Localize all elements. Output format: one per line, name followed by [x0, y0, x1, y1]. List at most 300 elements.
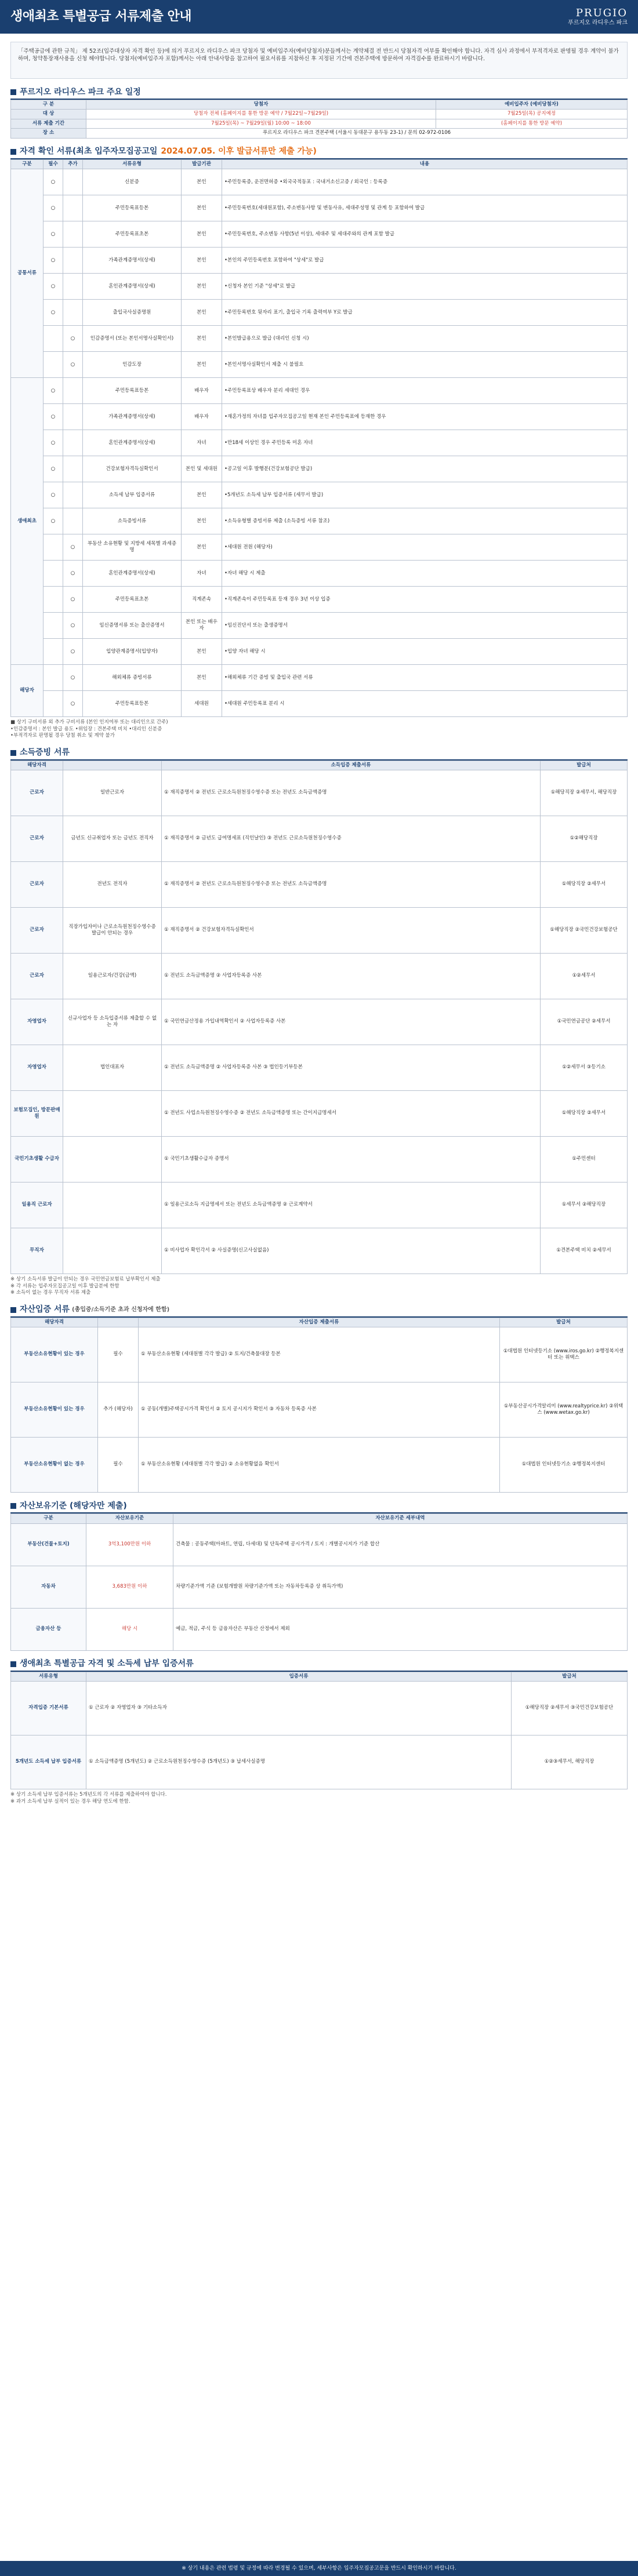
- page-header: [0, 0, 638, 34]
- required-documents: ① 전년도 소득금액증명 ② 사업자등록증 사본 ③ 법인등기부등본: [162, 1045, 541, 1091]
- square-icon: [10, 1503, 16, 1509]
- column-header: 구분: [11, 159, 44, 169]
- column-header: 자산보유기준 세부내역: [173, 1514, 628, 1523]
- document-detail: •공고일 이후 발행분(건강보험공단 발급): [222, 456, 628, 482]
- required-documents: ① 국민기초생활수급자 증명서: [162, 1137, 541, 1183]
- required-mark: [44, 613, 63, 639]
- column-header: 서류유형: [83, 159, 182, 169]
- issuer: 본인: [182, 508, 222, 534]
- table-row: [11, 248, 628, 274]
- group-label: 공통서류: [11, 169, 44, 378]
- asset-category: 부동산(건물+토지): [11, 1523, 86, 1566]
- required-mark: ○: [44, 456, 63, 482]
- additional-mark: [63, 169, 83, 195]
- issuer: 본인 및 세대원: [182, 456, 222, 482]
- table-cell: 7월25일(목) 공지예정: [436, 110, 628, 119]
- issuer: ①②해당직장: [541, 816, 628, 862]
- requirement-level: 필수: [98, 1438, 139, 1493]
- required-mark: ○: [44, 221, 63, 248]
- column-header: 필수: [44, 159, 63, 169]
- required-mark: ○: [44, 248, 63, 274]
- table-row: [11, 954, 628, 999]
- table-row: [11, 665, 628, 691]
- schedule-title: [10, 86, 628, 100]
- document-detail: •본인의 주민등록번호 포함하여 "상세"로 발급: [222, 248, 628, 274]
- table-row: [11, 1137, 628, 1183]
- asset-standard-table: [10, 1513, 628, 1650]
- table-row: [11, 1382, 628, 1438]
- issuer: 배우자: [182, 378, 222, 404]
- schedule-title-text: 푸르지오 라디우스 파크 주요 일정: [20, 87, 141, 97]
- group-label: 생애최초: [11, 378, 44, 665]
- table-cell: 7월25일(목) ~ 7월29일(월) 10:00 ~ 18:00: [86, 119, 436, 128]
- required-mark: ○: [44, 169, 63, 195]
- additional-mark: [63, 430, 83, 456]
- document-detail: •만18세 이상인 경우 주민등록 미혼 자녀: [222, 430, 628, 456]
- table-row: [11, 430, 628, 456]
- column-header: 예비입주자 (예비당첨자): [436, 100, 628, 110]
- required-documents: ① 국민연금산정용 가입내역확인서 ② 사업자등록증 사본: [162, 999, 541, 1045]
- additional-mark: ○: [63, 534, 83, 561]
- table-row: [11, 456, 628, 482]
- issuer: 직계존속: [182, 587, 222, 613]
- requirement-level: 필수: [98, 1327, 139, 1382]
- document-type: 가족관계증명서(상세): [83, 248, 182, 274]
- table-row: [11, 1183, 628, 1228]
- table-row: [11, 1091, 628, 1137]
- issuer: ①②세무서 ③등기소: [541, 1045, 628, 1091]
- table-row: [11, 1327, 628, 1382]
- table-row: [11, 326, 628, 352]
- column-header: 발급처: [512, 1672, 628, 1681]
- document-detail: •재혼가정의 자녀를 입주자모집공고일 현재 본인 주민등록표에 등재한 경우: [222, 404, 628, 430]
- issuer: 본인: [182, 482, 222, 508]
- table-row: [11, 1566, 628, 1608]
- document-type: 임신증명서류 또는 출산증명서: [83, 613, 182, 639]
- final-title: [10, 1658, 628, 1672]
- column-header: 해당자격: [11, 1318, 98, 1327]
- additional-mark: ○: [63, 352, 83, 378]
- issuer: 자녀: [182, 561, 222, 587]
- table-row: [11, 300, 628, 326]
- qualification-subtype: 일반근로자: [63, 770, 162, 816]
- additional-mark: ○: [63, 561, 83, 587]
- document-type: 주민등록표등본: [83, 378, 182, 404]
- note-line: ※ 상기 소득세 납부 입증서류는 5개년도의 각 서류를 제출하여야 합니다.: [10, 1792, 167, 1798]
- qualification-subtype: [63, 1228, 162, 1274]
- asset-title: [10, 1304, 628, 1318]
- issuer: 자녀: [182, 430, 222, 456]
- square-icon: [10, 89, 16, 95]
- issuer: 배우자: [182, 404, 222, 430]
- table-row: [11, 129, 628, 138]
- qualification-subtype: 법인대표자: [63, 1045, 162, 1091]
- document-type: 부동산 소유현황 및 지방세 세목별 과세증명: [83, 534, 182, 561]
- note-line: ※ 각 서류는 입주자모집공고일 이후 발급분에 한함: [10, 1283, 119, 1289]
- document-detail: •자녀 해당 시 제출: [222, 561, 628, 587]
- column-header: 자산보유기준: [86, 1514, 173, 1523]
- issuer: 본인: [182, 352, 222, 378]
- table-row: [11, 1608, 628, 1650]
- table-row: [11, 110, 628, 119]
- required-mark: [44, 534, 63, 561]
- additional-mark: ○: [63, 587, 83, 613]
- required-documents: ① 전년도 소득금액증명 ② 사업자등록증 사본: [162, 954, 541, 999]
- additional-mark: [63, 221, 83, 248]
- document-category: 자격입증 기본서류: [11, 1682, 86, 1735]
- table-cell: (홈페이지를 통한 방문 예약): [436, 119, 628, 128]
- issuer: ①②세무서: [541, 954, 628, 999]
- qualification-subtype: 직장가입자이나 근로소득원천징수영수증 발급이 안되는 경우: [63, 908, 162, 954]
- qualification-label: 부동산소유현황이 없는 경우: [11, 1438, 98, 1493]
- document-type: 해외체류 증빙서류: [83, 665, 182, 691]
- page-footer: ※ 상기 내용은 관련 법령 및 규정에 따라 변경될 수 있으며, 세부사항은 입주자모집공고문을 반드시 확인하시기 바랍니다.: [0, 2561, 638, 2576]
- asset-limit: 3억3,100만원 이하: [86, 1523, 173, 1566]
- table-row: [11, 508, 628, 534]
- document-detail: •신청자 본인 기준 "상세"로 발급: [222, 274, 628, 300]
- row-label: 서류 제출 기간: [11, 119, 86, 128]
- asset-category: 금융자산 등: [11, 1608, 86, 1650]
- column-header: 해당자격: [11, 761, 63, 770]
- issuer: ①국민연금공단 ②세무서: [541, 999, 628, 1045]
- document-type: 출입국사실증명원: [83, 300, 182, 326]
- square-icon: [10, 750, 16, 756]
- note-line: ■ 상기 구비서류 외 추가 구비서류 (본인 인지여부 또는 대리인으로 간주): [10, 719, 168, 726]
- table-row: [11, 378, 628, 404]
- square-icon: [10, 149, 16, 155]
- asset-subtitle: (총입증/소득기준 초과 신청자에 한함): [72, 1306, 170, 1313]
- additional-mark: [63, 274, 83, 300]
- document-type: 가족관계증명서(상세): [83, 404, 182, 430]
- final-notes: [10, 1792, 628, 1805]
- document-type: 혼인관계증명서(상세): [83, 274, 182, 300]
- issuer: 본인: [182, 326, 222, 352]
- required-documents: ① 부동산소유현황 (세대원별 각각 발급) ② 토지/건축물대장 등본: [139, 1327, 500, 1382]
- group-label: 해당자: [11, 665, 44, 717]
- final-title-text: 생애최초 특별공급 자격 및 소득세 납부 입증서류: [20, 1659, 194, 1669]
- qualification-subtype: 일용근로자/건강(금액): [63, 954, 162, 999]
- document-type: 주민등록표초본: [83, 587, 182, 613]
- qualification-table: [10, 159, 628, 717]
- issuer: ①해당직장 ②세무서: [541, 1091, 628, 1137]
- asset-standard-title-text: 자산보유기준 (해당자만 제출): [20, 1501, 127, 1511]
- document-detail: •주민등록표상 배우자 분리 세대인 경우: [222, 378, 628, 404]
- note-line: ※ 과거 소득세 납부 실적이 있는 경우 해당 연도에 한함.: [10, 1798, 130, 1804]
- qualification-label: 근로자: [11, 862, 63, 908]
- row-label: 장 소: [11, 129, 86, 138]
- document-type: 입양관계증명서(입양자): [83, 639, 182, 665]
- brand-subtitle: 푸르지오 라디우스 파크: [568, 19, 628, 26]
- additional-mark: [63, 508, 83, 534]
- qualification-subtype: 금년도 신규취업자 또는 금년도 전직자: [63, 816, 162, 862]
- document-detail: •세대원 전원 (해당자): [222, 534, 628, 561]
- issuer: 본인 또는 배우자: [182, 613, 222, 639]
- document-type: 인감도장: [83, 352, 182, 378]
- column-header: 입증서류: [86, 1672, 512, 1681]
- document-type: 신분증: [83, 169, 182, 195]
- issuer: 본인: [182, 300, 222, 326]
- additional-mark: [63, 404, 83, 430]
- table-row: [11, 1682, 628, 1735]
- additional-mark: ○: [63, 326, 83, 352]
- required-mark: ○: [44, 482, 63, 508]
- qualification-label: 근로자: [11, 816, 63, 862]
- table-row: [11, 534, 628, 561]
- issuer: 본인: [182, 639, 222, 665]
- required-mark: ○: [44, 508, 63, 534]
- issuer: ①세무서 ②해당직장: [541, 1183, 628, 1228]
- asset-section: [10, 1304, 628, 1493]
- document-type: 인감증명서 (또는 본인서명사실확인서): [83, 326, 182, 352]
- additional-mark: ○: [63, 639, 83, 665]
- required-mark: [44, 561, 63, 587]
- table-row: [11, 221, 628, 248]
- qualification-subtype: [63, 1091, 162, 1137]
- column-header: [98, 1318, 139, 1327]
- document-detail: •5개년도 소득세 납부 입증서류 (세무서 발급): [222, 482, 628, 508]
- issuer: 본인: [182, 248, 222, 274]
- required-mark: ○: [44, 378, 63, 404]
- issuer: ①견본주택 비치 ②세무서: [541, 1228, 628, 1274]
- requirement-level: 추가 (해당자): [98, 1382, 139, 1438]
- note-line: ※ 상기 소득서류 발급이 안되는 경우 국민연금보험료 납부확인서 제출: [10, 1276, 161, 1283]
- required-mark: [44, 665, 63, 691]
- asset-limit: 3,683만원 이하: [86, 1566, 173, 1608]
- page-title: 생애최초 특별공급 서류제출 안내: [10, 9, 192, 24]
- qualification-label: 근로자: [11, 908, 63, 954]
- qualification-subtype: [63, 1137, 162, 1183]
- schedule-section: [10, 86, 628, 139]
- table-row: [11, 1045, 628, 1091]
- required-documents: ① 공동(개별)주택공시가격 확인서 ② 토지 공시지가 확인서 ③ 자동차 등록증 사본: [139, 1382, 500, 1438]
- table-cell: 당첨자 전체 (홈페이지를 통한 방문 예약 / 7월22일~7월29일): [86, 110, 436, 119]
- document-detail: •임신진단서 또는 출생증명서: [222, 613, 628, 639]
- square-icon: [10, 1307, 16, 1313]
- asset-title-text: 자산입증 서류: [20, 1305, 70, 1315]
- document-detail: •본인발급용으로 발급 (대리인 신청 시): [222, 326, 628, 352]
- required-documents: ① 재직증명서 ② 금년도 급여명세표 (직인날인) ③ 전년도 근로소득원천징수영수증: [162, 816, 541, 862]
- column-header: 발급처: [541, 761, 628, 770]
- qualification-notes: [10, 719, 628, 739]
- additional-mark: [63, 248, 83, 274]
- document-detail: •주민등록번호 뒷자리 표기, 출입국 기록 출력여부 Y로 발급: [222, 300, 628, 326]
- additional-mark: ○: [63, 691, 83, 717]
- document-detail: •주민등록증, 운전면허증 •외국국적동포 : 국내거소신고증 / 외국인 : 등록증: [222, 169, 628, 195]
- table-row: [11, 1523, 628, 1566]
- required-mark: ○: [44, 274, 63, 300]
- column-header: 서류유형: [11, 1672, 86, 1681]
- proof-documents: ① 근로자 ② 자영업자 ③ 기타소득자: [86, 1682, 512, 1735]
- qualification-label: 국민기초생활 수급자: [11, 1137, 63, 1183]
- table-row: [11, 691, 628, 717]
- income-section: [10, 747, 628, 1297]
- square-icon: [10, 1661, 16, 1667]
- table-row: [11, 908, 628, 954]
- table-row: [11, 613, 628, 639]
- final-section: [10, 1658, 628, 1805]
- schedule-table: [10, 100, 628, 139]
- asset-table: [10, 1318, 628, 1493]
- required-mark: [44, 587, 63, 613]
- table-row: [11, 169, 628, 195]
- document-type: 건강보험자격득실확인서: [83, 456, 182, 482]
- document-detail: •세대원 주민등록표 분리 시: [222, 691, 628, 717]
- column-header: [63, 761, 162, 770]
- column-header: 발급기관: [182, 159, 222, 169]
- issuer: ①해당직장 ②세무서: [541, 862, 628, 908]
- table-row: [11, 816, 628, 862]
- column-header: 자산입증 제출서류: [139, 1318, 500, 1327]
- required-documents: ① 재직증명서 ② 건강보험자격득실확인서: [162, 908, 541, 954]
- required-mark: ○: [44, 195, 63, 221]
- table-row: [11, 639, 628, 665]
- qualification-label: 부동산소유현황이 있는 경우: [11, 1327, 98, 1382]
- column-header: 구분: [11, 1514, 86, 1523]
- qualification-label: 보험모집인, 방문판매원: [11, 1091, 63, 1137]
- brand: [568, 8, 628, 26]
- asset-standard-title: [10, 1500, 628, 1513]
- additional-mark: [63, 378, 83, 404]
- table-row: [11, 482, 628, 508]
- intro-notice: 「주택공급에 관한 규칙」 제 52조(입주대상자 자격 확인 등)에 의거 푸르지오 라디우스 파크 당첨자 및 예비입주자(예비당첨자)분들께서는 계약체결 전 반드시 당첨자격 여부를 확인해야 합니다. 자격 심사 과정에서 부적격자로 판명될 경우 계약이 불가 하며, 청약통장재사용을 신청 해야합니다. 당첨자(예비입주자 포함)께서는 아래 안내사항을 참고하여 필요서류를 지참하신 후 지정된 기간에 견본주택에 방문하여 자격검수를 완료하시기 바랍니다.: [10, 42, 628, 79]
- qualification-label: 부동산소유현황이 있는 경우: [11, 1382, 98, 1438]
- issuer: ①대법원 인터넷등기소 (www.iros.go.kr) ②행정복지센터 또는 위택스: [500, 1327, 628, 1382]
- required-documents: ① 재직증명서 ② 전년도 근로소득원천징수영수증 또는 전년도 소득금액증명: [162, 770, 541, 816]
- asset-limit: 해당 시: [86, 1608, 173, 1650]
- table-row: [11, 1735, 628, 1789]
- qualification-label: 자영업자: [11, 1045, 63, 1091]
- table-row: [11, 119, 628, 128]
- column-header: 소득입증 제출서류: [162, 761, 541, 770]
- column-header: 구 분: [11, 100, 86, 110]
- required-documents: ① 재직증명서 ② 전년도 근로소득원천징수영수증 또는 전년도 소득금액증명: [162, 862, 541, 908]
- issuer: 본인: [182, 274, 222, 300]
- column-header: 내용: [222, 159, 628, 169]
- qualification-subtype: [63, 1183, 162, 1228]
- required-mark: [44, 326, 63, 352]
- required-mark: ○: [44, 404, 63, 430]
- table-row: [11, 862, 628, 908]
- table-row: [11, 1228, 628, 1274]
- document-detail: •입양 자녀 해당 시: [222, 639, 628, 665]
- qualification-label: 근로자: [11, 954, 63, 999]
- additional-mark: [63, 482, 83, 508]
- issuer: 본인: [182, 665, 222, 691]
- income-table: [10, 761, 628, 1274]
- brand-logo: PRUGIO: [575, 6, 628, 19]
- required-documents: ① 비사업자 확인각서 ② 사실증명(신고사실없음): [162, 1228, 541, 1274]
- additional-mark: ○: [63, 665, 83, 691]
- table-row: [11, 770, 628, 816]
- asset-detail: 예금, 적금, 주식 등 금융자산은 부동산 산정에서 제외: [173, 1608, 628, 1650]
- qualification-label: 무직자: [11, 1228, 63, 1274]
- required-mark: ○: [44, 300, 63, 326]
- qualification-title: [10, 145, 628, 159]
- income-title-text: 소득증빙 서류: [20, 748, 70, 758]
- issuer: ①주민센터: [541, 1137, 628, 1183]
- table-row: [11, 587, 628, 613]
- additional-mark: [63, 300, 83, 326]
- issuer: ①해당직장 ②세무서, 해당직장: [541, 770, 628, 816]
- document-detail: •해외체류 기간 증빙 및 출입국 관련 서류: [222, 665, 628, 691]
- qualification-title-highlight: 2024.07.05. 이후 발급서류만 제출 가능): [161, 147, 317, 157]
- document-type: 소득증빙서류: [83, 508, 182, 534]
- required-mark: [44, 352, 63, 378]
- required-documents: ① 일용근로소득 지급명세서 또는 전년도 소득금액증명 ② 근로계약서: [162, 1183, 541, 1228]
- table-row: [11, 274, 628, 300]
- required-mark: [44, 691, 63, 717]
- issuer: 본인: [182, 221, 222, 248]
- document-detail: •직계존속이 주민등록표 등재 경우 3년 이상 입증: [222, 587, 628, 613]
- additional-mark: [63, 195, 83, 221]
- note-line: •부적격자로 판명될 경우 당첨 취소 및 계약 불가: [10, 733, 115, 739]
- asset-category: 자동차: [11, 1566, 86, 1608]
- proof-documents: ① 소득금액증명 (5개년도) ② 근로소득원천징수영수증 (5개년도) ③ 납세사실증명: [86, 1735, 512, 1789]
- qualification-title-text: 자격 확인 서류(최초 입주자모집공고일: [20, 147, 158, 157]
- additional-mark: [63, 456, 83, 482]
- document-type: 주민등록표등본: [83, 691, 182, 717]
- issuer: ①해당직장 ②국민건강보험공단: [541, 908, 628, 954]
- column-header: 당첨자: [86, 100, 436, 110]
- note-line: •인감증명서 : 본인 발급 용도 •위임장 : 견본주택 비치 •대리인 신분증: [10, 726, 162, 732]
- required-documents: ① 전년도 사업소득원천징수영수증 ② 전년도 소득금액증명 또는 간이지급명세서: [162, 1091, 541, 1137]
- final-table: [10, 1672, 628, 1789]
- table-row: [11, 1438, 628, 1493]
- income-title: [10, 747, 628, 761]
- issuer: 본인: [182, 195, 222, 221]
- qualification-label: 일용직 근로자: [11, 1183, 63, 1228]
- document-detail: •주민등록번호(세대원포함), 주소변동사항 및 변동사유, 세대주성명 및 관계 등 포함하여 발급: [222, 195, 628, 221]
- table-row: [11, 561, 628, 587]
- document-detail: •주민등록번호, 주소변동 사항(5년 이상), 세대주 및 세대주와의 관계 포함 발급: [222, 221, 628, 248]
- table-row: [11, 404, 628, 430]
- table-row: [11, 195, 628, 221]
- required-documents: ① 부동산소유현황 (세대원별 각각 발급) ② 소유현황없음 확인서: [139, 1438, 500, 1493]
- issuer: ①해당직장 ②세무서 ③국민건강보험공단: [512, 1682, 628, 1735]
- column-header: 추가: [63, 159, 83, 169]
- qualification-label: 근로자: [11, 770, 63, 816]
- document-type: 주민등록표초본: [83, 221, 182, 248]
- issuer: ①②③세무서, 해당직장: [512, 1735, 628, 1789]
- qualification-label: 자영업자: [11, 999, 63, 1045]
- document-category: 5개년도 소득세 납부 입증서류: [11, 1735, 86, 1789]
- income-notes: [10, 1276, 628, 1296]
- asset-detail: 차량기준가액 기준 (보험개발원 차량기준가액 또는 자동차등록증 상 취득가액): [173, 1566, 628, 1608]
- asset-standard-section: [10, 1500, 628, 1650]
- row-label: 대 상: [11, 110, 86, 119]
- table-cell: 푸르지오 라디우스 파크 견본주택 (서울시 동대문구 용두동 23-1) / 문의 02-972-0106: [86, 129, 628, 138]
- qualification-subtype: 전년도 전직자: [63, 862, 162, 908]
- issuer: 본인: [182, 534, 222, 561]
- table-row: [11, 352, 628, 378]
- required-mark: [44, 639, 63, 665]
- document-type: 혼인관계증명서(상세): [83, 561, 182, 587]
- qualification-subtype: 신규사업자 등 소득입증서류 제출할 수 없는 자: [63, 999, 162, 1045]
- document-detail: •소득유형별 증빙서류 제출 (소득증빙 서류 참조): [222, 508, 628, 534]
- required-mark: ○: [44, 430, 63, 456]
- document-detail: •본인서명사실확인서 제출 시 불필요: [222, 352, 628, 378]
- issuer: 세대원: [182, 691, 222, 717]
- qualification-section: [10, 145, 628, 740]
- issuer: ①대법원 인터넷등기소 ②행정복지센터: [500, 1438, 628, 1493]
- additional-mark: ○: [63, 613, 83, 639]
- asset-detail: 건축물 : 공동주택(아파트, 연립, 다세대) 및 단독주택 공시가격 / 토지 : 개별공시지가 기준 합산: [173, 1523, 628, 1566]
- table-row: [11, 999, 628, 1045]
- document-type: 혼인관계증명서(상세): [83, 430, 182, 456]
- note-line: ※ 소득이 없는 경우 무직자 서류 제출: [10, 1290, 91, 1296]
- issuer: ①부동산공시가격알리미 (www.realtyprice.kr) ②위택스 (www.wetax.go.kr): [500, 1382, 628, 1438]
- issuer: 본인: [182, 169, 222, 195]
